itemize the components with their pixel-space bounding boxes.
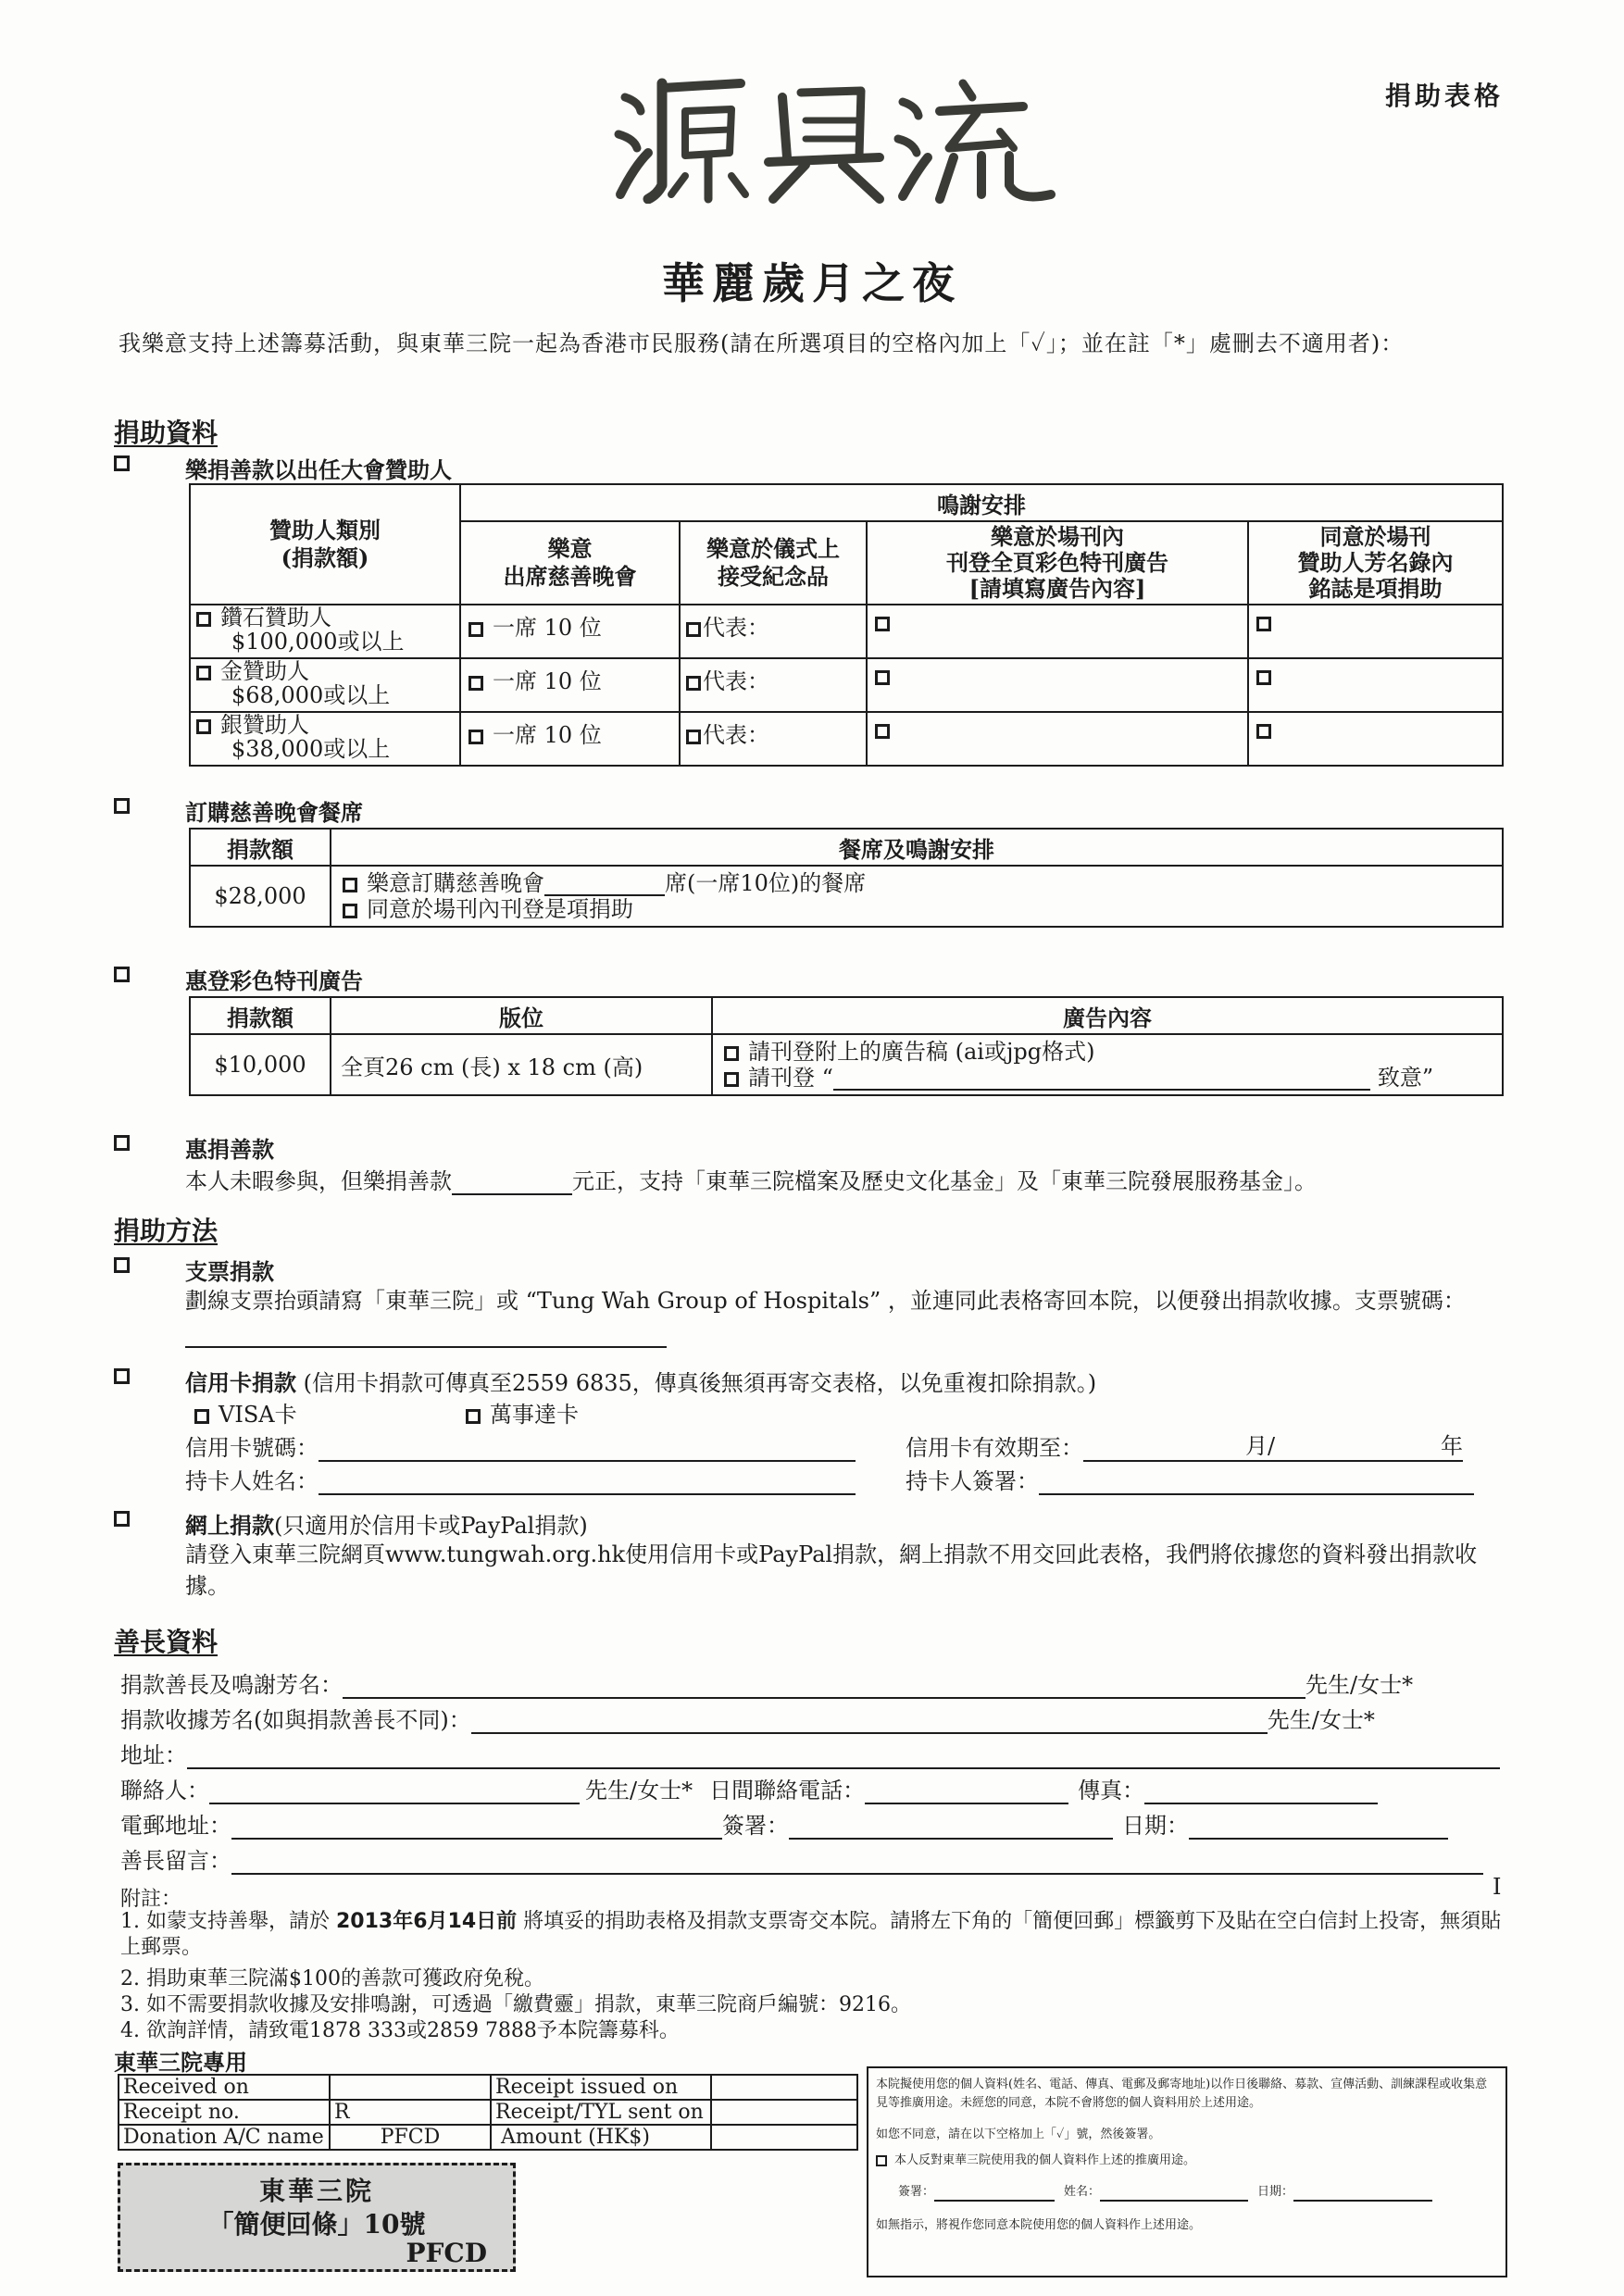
receipt-name-suffix: 先生/女士* [1267, 1707, 1375, 1733]
privacy-date-label: 日期： [1257, 2185, 1294, 2199]
visa-option[interactable] [194, 1396, 297, 1429]
card-number-label: 信用卡號碼： [185, 1435, 319, 1461]
privacy-sign-row [876, 2183, 1498, 2202]
gold-table-checkbox[interactable] [468, 676, 483, 691]
table-row [190, 658, 1503, 712]
sponsor-checkbox[interactable] [114, 455, 130, 475]
fax-field[interactable] [1144, 1803, 1378, 1804]
donation-line [185, 1163, 1317, 1195]
privacy-sign-label: 簽署： [898, 2185, 935, 2199]
dinner-list-label: 同意於場刊內刊登是項捐助 [367, 896, 633, 922]
card-signature-label: 持卡人簽署： [906, 1468, 1039, 1494]
receipt-issued-label: Receipt issued on [491, 2075, 711, 2100]
card-number-field[interactable] [319, 1460, 856, 1462]
amount-label: Amount (HK$) [491, 2125, 711, 2150]
privacy-opt-out-label: 本人反對東華三院使用我的個人資料作上述的推廣用途。 [894, 2153, 1196, 2167]
gold-checkbox[interactable] [196, 666, 211, 680]
card-holder-row [185, 1463, 856, 1495]
donation-ac-field: PFCD [330, 2125, 491, 2150]
online-title-line [185, 1507, 588, 1540]
diamond-rep: 代表： [703, 615, 769, 641]
message-field[interactable] [231, 1873, 1483, 1875]
donor-heading: 善長資料 [114, 1627, 219, 1657]
sponsor-ack-header: 鳴謝安排 [460, 484, 1503, 521]
logo [583, 46, 1065, 204]
advert-text-checkbox[interactable] [724, 1072, 739, 1087]
receipt-issued-field[interactable] [711, 2075, 857, 2100]
receipt-no-label: Receipt no. [119, 2100, 330, 2125]
donor-sign-label: 簽署： [722, 1813, 789, 1839]
sponsor-col-souvenir: 樂意於儀式上 接受紀念品 [680, 521, 867, 605]
office-title: 東華三院專用 [114, 2049, 247, 2076]
advert-col-size: 版位 [331, 997, 712, 1034]
sponsor-col-ad: 樂意於場刊內 刊登全頁彩色特刊廣告 [請填寫廣告內容] [867, 521, 1248, 605]
advert-col-content: 廣告內容 [712, 997, 1503, 1034]
sponsor-col-category: 贊助人類別 (捐款額) [190, 484, 460, 605]
address-label: 地址： [120, 1742, 187, 1768]
card-signature-row [906, 1463, 1474, 1495]
dinner-order-checkbox[interactable] [343, 878, 357, 892]
fax-label: 傳真： [1078, 1778, 1145, 1803]
dinner-title: 訂購慈善晚會餐席 [185, 799, 363, 826]
donation-info-heading: 捐助資料 [114, 418, 219, 448]
message-label: 善長留言： [120, 1848, 231, 1874]
advert-text-label: 請刊登 “ [748, 1065, 833, 1091]
table-row [190, 712, 1503, 766]
note-1-b: 將填妥的捐助表格及捐款支票寄交本院。請將左下角的「簡便回郵」標籤剪下及貼在空白信封上投寄，無須貼上郵票。 [120, 1910, 1502, 1959]
silver-rep: 代表： [703, 722, 769, 748]
donation-title: 惠捐善款 [185, 1136, 274, 1163]
cheque-title: 支票捐款 [185, 1258, 274, 1285]
message-row [120, 1842, 1483, 1875]
day-phone-label: 日間聯絡電話： [709, 1778, 866, 1803]
table-row [190, 605, 1503, 658]
page-mark: I [1493, 1874, 1502, 1900]
cheque-text-block [185, 1285, 1509, 1348]
donor-name-label: 捐款善長及鳴謝芳名： [120, 1672, 343, 1698]
payment-heading: 捐助方法 [114, 1216, 219, 1246]
donation-text-b: 元正，支持「東華三院檔案及歷史文化基金」及「東華三院發展服務基金」。 [572, 1168, 1317, 1194]
card-expiry-row [906, 1429, 1463, 1462]
email-label: 電郵地址： [120, 1813, 231, 1839]
donor-name-row [120, 1666, 1413, 1699]
advert-col-amount: 捐款額 [190, 997, 331, 1034]
gold-name: 金贊助人 [220, 658, 309, 684]
master-option[interactable] [466, 1396, 579, 1429]
card-expiry-label: 信用卡有效期至： [906, 1435, 1083, 1461]
receipt-name-label: 捐款收據芳名(如與捐款善長不同)： [120, 1707, 471, 1733]
dinner-col-arrangement: 餐席及鳴謝安排 [331, 829, 1503, 866]
advert-checkbox[interactable] [114, 967, 130, 986]
gold-amount: $68,000或以上 [231, 682, 391, 708]
diamond-ad-checkbox[interactable] [875, 617, 890, 631]
received-on-field[interactable] [330, 2075, 491, 2100]
donor-name-suffix: 先生/女士* [1305, 1672, 1414, 1698]
silver-table-checkbox[interactable] [468, 730, 483, 744]
note-4: 4. 欲詢詳情，請致電1878 333或2859 7888予本院籌募科。 [120, 2019, 680, 2042]
silver-amount: $38,000或以上 [231, 736, 391, 762]
credit-note: (信用卡捐款可傳真至2559 6835，傳真後無須再寄交表格，以免重複扣除捐款。) [296, 1370, 1097, 1396]
donation-ac-label: Donation A/C name [119, 2125, 330, 2150]
receipt-name-row [120, 1702, 1375, 1734]
dinner-list-checkbox[interactable] [343, 904, 357, 918]
gold-rep: 代表： [703, 668, 769, 694]
silver-rep-checkbox[interactable] [686, 730, 701, 744]
email-field[interactable] [231, 1838, 722, 1840]
received-on-label: Received on [119, 2075, 330, 2100]
contact-row [120, 1772, 1378, 1804]
receipt-sent-field[interactable] [711, 2100, 857, 2125]
donation-text-a: 本人未暇參與，但樂捐善款 [185, 1168, 452, 1194]
contact-label: 聯絡人： [120, 1778, 209, 1803]
online-title: 網上捐款 [185, 1512, 274, 1539]
privacy-text-1: 本院擬使用您的個人資料(姓名、電話、傳真、電郵及郵寄地址)以作日後聯絡、募款、宣傳活動、訓練課程或收集意見等推廣用途。未經您的同意，本院不會將您的個人資料用於上述用途。 [876, 2078, 1488, 2110]
expiry-month-label: 月/ [1245, 1433, 1276, 1459]
privacy-box [867, 2066, 1507, 2277]
reply-label[interactable] [118, 2163, 516, 2272]
privacy-date-field[interactable] [1293, 2200, 1432, 2202]
dinner-amount: $28,000 [190, 866, 331, 927]
donor-date-label: 日期： [1122, 1813, 1189, 1839]
cheque-text: 劃線支票抬頭請寫「東華三院」或 “Tung Wah Group of Hospitals” ，並連同此表格寄回本院，以便發出捐款收據。支票號碼： [185, 1288, 1466, 1314]
sponsor-table [189, 483, 1504, 767]
note-1-a: 1. 如蒙支持善舉，請於 [120, 1910, 336, 1933]
diamond-table: 一席 10 位 [493, 615, 602, 641]
privacy-opt-out-row [876, 2152, 1498, 2170]
privacy-text-2: 如您不同意，請在以下空格加上「✓」號，然後簽署。 [876, 2128, 1161, 2141]
diamond-name: 鑽石贊助人 [220, 605, 331, 630]
form-label: 捐助表格 [1384, 81, 1504, 111]
advert-attached-label: 請刊登附上的廣告稿 (ai或jpg格式) [748, 1039, 1095, 1065]
privacy-sign-field[interactable] [934, 2200, 1055, 2202]
online-note: (只適用於信用卡或PayPal捐款) [274, 1513, 588, 1539]
card-number-row [185, 1429, 856, 1462]
receipt-no-field[interactable]: R [330, 2100, 491, 2125]
credit-title: 信用卡捐款 [185, 1369, 296, 1396]
silver-checkbox[interactable] [196, 719, 211, 734]
advert-text-suffix: 致意” [1377, 1065, 1434, 1091]
privacy-opt-out-checkbox[interactable] [876, 2155, 887, 2166]
silver-list-checkbox[interactable] [1256, 724, 1271, 739]
contact-suffix: 先生/女士* [585, 1778, 693, 1803]
donation-amount-field[interactable] [452, 1193, 572, 1195]
note-2: 2. 捐助東華三院滿$100的善款可獲政府免稅。 [120, 1967, 544, 1990]
dinner-checkbox[interactable] [114, 798, 130, 817]
advert-text-field[interactable] [833, 1089, 1370, 1091]
sponsor-col-dinner: 樂意 出席慈善晚會 [460, 521, 680, 605]
contact-field[interactable] [209, 1803, 580, 1804]
donor-date-field[interactable] [1189, 1838, 1448, 1840]
dinner-order-suffix: 席(一席10位)的餐席 [665, 870, 867, 896]
online-text: 請登入東華三院網頁www.tungwah.org.hk使用信用卡或PayPal捐款，網上捐款不用交回此表格，我們將依據您的資料發出捐款收據。 [185, 1541, 1478, 1599]
sponsor-col-list: 同意於場刊 贊助人芳名錄內 銘誌是項捐助 [1248, 521, 1503, 605]
gold-table: 一席 10 位 [493, 668, 602, 694]
privacy-name-field[interactable] [1100, 2200, 1248, 2202]
cheque-checkbox[interactable] [114, 1257, 130, 1277]
gold-rep-checkbox[interactable] [686, 676, 701, 691]
visa-label: VISA卡 [219, 1402, 297, 1428]
card-signature-field[interactable] [1039, 1493, 1474, 1495]
event-title: 華麗歲月之夜 [662, 258, 962, 308]
note-3: 3. 如不需要捐款收據及安排鳴謝，可透過「繳費靈」捐款，東華三院商戶編號：9216。 [120, 1993, 911, 2016]
reply-label-line1: 東華三院 [258, 2176, 374, 2206]
note-1 [120, 1909, 1509, 1961]
notes-title: 附註： [120, 1888, 182, 1911]
advert-table [189, 996, 1504, 1096]
donor-name-field[interactable] [343, 1697, 1305, 1699]
card-holder-label: 持卡人姓名： [185, 1468, 319, 1494]
privacy-name-label: 姓名： [1064, 2185, 1101, 2199]
email-row [120, 1807, 1448, 1840]
address-field[interactable] [187, 1767, 1500, 1769]
dinner-col-amount: 捐款額 [190, 829, 331, 866]
card-holder-field[interactable] [319, 1493, 856, 1495]
receipt-name-field[interactable] [471, 1732, 1268, 1734]
sponsor-title: 樂捐善款以出任大會贊助人 [185, 456, 452, 483]
reply-label-line2: 「簡便回條」10號 [207, 2209, 426, 2240]
diamond-table-checkbox[interactable] [468, 622, 483, 637]
silver-name: 銀贊助人 [220, 712, 309, 738]
advert-title: 惠登彩色特刊廣告 [185, 967, 363, 994]
day-phone-field[interactable] [865, 1803, 1068, 1804]
credit-checkbox[interactable] [114, 1368, 130, 1388]
gold-list-checkbox[interactable] [1256, 670, 1271, 685]
gold-ad-checkbox[interactable] [875, 670, 890, 685]
advert-size: 全頁26 cm (長) x 18 cm (高) [331, 1034, 712, 1095]
reply-label-line3: PFCD [406, 2238, 487, 2268]
amount-field[interactable] [711, 2125, 857, 2150]
address-row [120, 1737, 1500, 1769]
cheque-number-field[interactable] [185, 1346, 667, 1348]
advert-attached-checkbox[interactable] [724, 1046, 739, 1061]
silver-table: 一席 10 位 [493, 722, 602, 748]
dinner-order-label: 樂意訂購慈善晚會 [367, 870, 544, 896]
receipt-sent-label: Receipt/TYL sent on [491, 2100, 711, 2125]
card-expiry-field[interactable] [1083, 1434, 1463, 1462]
diamond-list-checkbox[interactable] [1256, 617, 1271, 631]
diamond-amount: $100,000或以上 [231, 629, 405, 655]
donor-sign-field[interactable] [789, 1838, 1113, 1840]
dinner-table [189, 828, 1504, 928]
privacy-text-4: 如無指示，將視作您同意本院使用您的個人資料作上述用途。 [876, 2218, 1202, 2232]
diamond-checkbox[interactable] [196, 612, 211, 627]
master-label: 萬事達卡 [490, 1402, 579, 1428]
office-table [118, 2074, 858, 2151]
advert-amount: $10,000 [190, 1034, 331, 1095]
expiry-year-label: 年 [1441, 1433, 1463, 1459]
diamond-rep-checkbox[interactable] [686, 622, 701, 637]
credit-title-line [185, 1365, 1096, 1397]
donation-checkbox[interactable] [114, 1135, 130, 1154]
intro-text: 我樂意支持上述籌募活動，與東華三院一起為香港市民服務(請在所選項目的空格內加上「✓」；並在註「*」處刪去不適用者)： [119, 331, 1405, 356]
silver-ad-checkbox[interactable] [875, 724, 890, 739]
note-1-date: 2013年6月14日前 [335, 1910, 518, 1933]
online-checkbox[interactable] [114, 1511, 130, 1530]
